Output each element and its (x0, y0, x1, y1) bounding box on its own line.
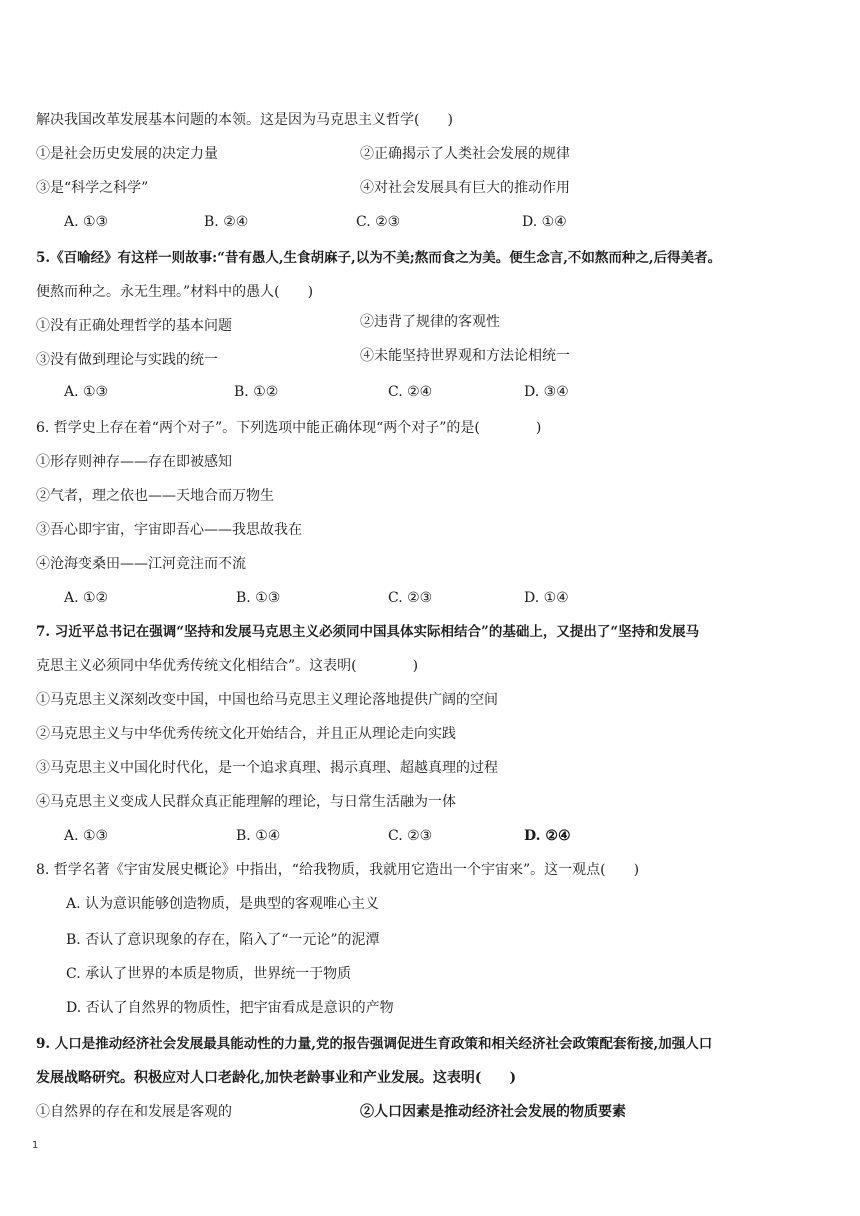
q7-choice-b: B. ①④ (236, 828, 281, 844)
page-number: 1 (32, 1140, 39, 1151)
q6-option-2: ②气者，理之依也——天地合而万物生 (36, 488, 274, 504)
q7-stem-line2: 克思主义必须同中华优秀传统文化相结合”。这表明( ) (36, 658, 419, 674)
q8-option-c: C. 承认了世界的本质是物质，世界统一于物质 (66, 966, 352, 982)
q9-stem-line1: 9. 人口是推动经济社会发展最具能动性的力量,党的报告强调促进生育政策和相关经济社会政策配套衔接,加强人口 (36, 1036, 713, 1052)
q7-choice-a: A. ①③ (64, 828, 109, 844)
q7-option-3: ③马克思主义中国化时代化，是一个追求真理、揭示真理、超越真理的过程 (36, 760, 498, 776)
q4-stem-tail: 解决我国改革发展基本问题的本领。这是因为马克思主义哲学( ) (36, 112, 453, 128)
q8-option-d: D. 否认了自然界的物质性，把宇宙看成是意识的产物 (66, 1000, 394, 1016)
q5-option-2: ②违背了规律的客观性 (360, 314, 500, 330)
q7-choice-c: C. ②③ (388, 828, 433, 844)
q4-option-1: ①是社会历史发展的决定力量 (36, 146, 218, 162)
q6-choice-d: D. ①④ (524, 590, 569, 606)
q9-stem-line2: 发展战略研究。积极应对人口老龄化,加快老龄事业和产业发展。这表明( ) (36, 1070, 517, 1086)
q6-option-3: ③吾心即宇宙，宇宙即吾心——我思故我在 (36, 522, 302, 538)
q5-choice-c: C. ②④ (388, 384, 433, 400)
q5-choice-a: A. ①③ (64, 384, 109, 400)
q5-choice-b: B. ①② (234, 384, 279, 400)
q6-option-1: ①形存则神存——存在即被感知 (36, 454, 232, 470)
q8-option-a: A. 认为意识能够创造物质，是典型的客观唯心主义 (66, 896, 380, 912)
q9-option-1: ①自然界的存在和发展是客观的 (36, 1104, 232, 1120)
q9-option-2: ②人口因素是推动经济社会发展的物质要素 (360, 1104, 626, 1120)
q6-choice-b: B. ①③ (236, 590, 281, 606)
q5-option-1: ①没有正确处理哲学的基本问题 (36, 318, 232, 334)
q6-choice-c: C. ②③ (388, 590, 433, 606)
q6-stem: 6. 哲学史上存在着“两个对子”。下列选项中能正确体现“两个对子”的是( ) (36, 420, 542, 436)
q4-choice-a: A. ①③ (64, 214, 109, 230)
q5-choice-d: D. ③④ (524, 384, 569, 400)
q4-choice-b: B. ②④ (204, 214, 249, 230)
q4-option-4: ④对社会发展具有巨大的推动作用 (360, 180, 570, 196)
q5-stem-line2: 便熬而种之。永无生理。”材料中的愚人( ) (36, 284, 314, 300)
q7-stem-line1: 7. 习近平总书记在强调“坚持和发展马克思主义必须同中国具体实际相结合”的基础上，又提出了“坚持和发展马 (36, 624, 700, 640)
q4-choice-c: C. ②③ (356, 214, 401, 230)
q7-option-2: ②马克思主义与中华优秀传统文化开始结合，并且正从理论走向实践 (36, 726, 456, 742)
q5-stem-line1: 5.《百喻经》有这样一则故事:“昔有愚人,生食胡麻子,以为不美;熬而食之为美。便生念言,不如熬而种之,后得美者。 (36, 250, 722, 266)
q5-option-3: ③没有做到理论与实践的统一 (36, 352, 218, 368)
q4-option-2: ②正确揭示了人类社会发展的规律 (360, 146, 570, 162)
q8-option-b: B. 否认了意识现象的存在，陷入了“一元论”的泥潭 (66, 932, 380, 948)
q4-option-3: ③是“科学之科学” (36, 180, 149, 196)
q8-stem: 8. 哲学名著《宇宙发展史概论》中指出，“给我物质，我就用它造出一个宇宙来”。这一观点( ) (36, 862, 640, 878)
q4-choice-d: D. ①④ (522, 214, 567, 230)
q7-option-1: ①马克思主义深刻改变中国，中国也给马克思主义理论落地提供广阔的空间 (36, 692, 498, 708)
q6-option-4: ④沧海变桑田——江河竞注而不流 (36, 556, 246, 572)
q7-choice-d: D. ②④ (524, 828, 571, 844)
q5-option-4: ④未能坚持世界观和方法论相统一 (360, 348, 570, 364)
q7-option-4: ④马克思主义变成人民群众真正能理解的理论，与日常生活融为一体 (36, 794, 456, 810)
q6-choice-a: A. ①② (64, 590, 109, 606)
